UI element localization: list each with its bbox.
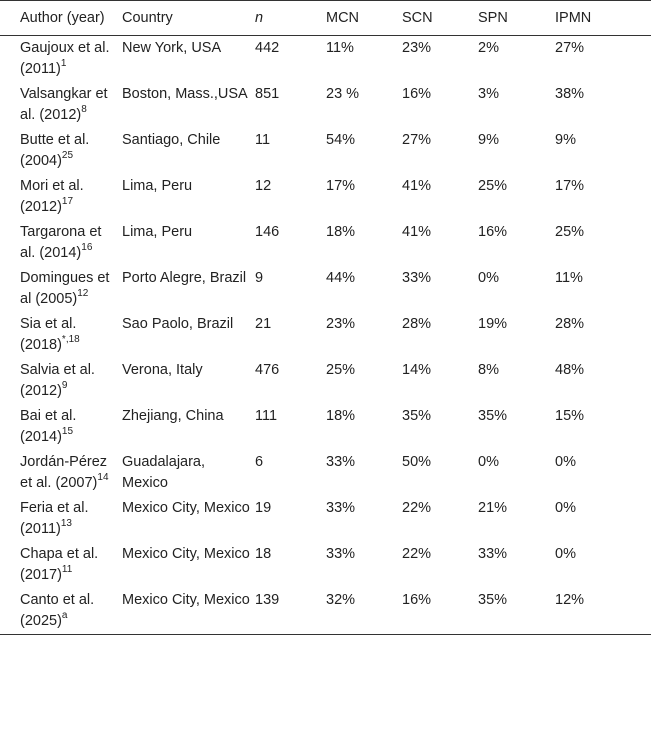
- table-row: [0, 82, 651, 128]
- cell-n: 12: [255, 178, 272, 194]
- reference-superscript: 9: [61, 380, 68, 392]
- cell-author: [0, 496, 122, 542]
- reference-superscript: 17: [61, 196, 74, 208]
- cell-spn: 9%: [478, 132, 499, 148]
- author-text: Sia et al. (2018): [20, 316, 77, 353]
- cell-scn: 16%: [402, 592, 432, 608]
- cell-author: [0, 450, 122, 496]
- cell-mcn: 33%: [326, 454, 356, 470]
- cell-n: 19: [255, 500, 272, 516]
- header-country: Country: [122, 9, 173, 26]
- cell-mcn: 11%: [326, 40, 354, 56]
- cell-mcn: 32%: [326, 592, 356, 608]
- cell-spn: 19%: [478, 316, 508, 332]
- cell-country: New York, USA: [122, 40, 222, 56]
- cell-author: [0, 542, 122, 588]
- author-text: Feria et al. (2011): [20, 500, 89, 537]
- cell-mcn: 17%: [326, 178, 356, 194]
- author-text: Mori et al. (2012): [20, 178, 84, 215]
- cell-author: [0, 588, 122, 635]
- cell-n: 6: [255, 454, 264, 470]
- cell-author: [0, 36, 122, 83]
- header-mcn: MCN: [326, 9, 360, 26]
- cell-n: 442: [255, 40, 280, 56]
- cell-spn: 25%: [478, 178, 508, 194]
- cell-scn: 14%: [402, 362, 432, 378]
- cell-country: Zhejiang, China: [122, 408, 224, 424]
- cell-country: Guadalajara, Mexico: [122, 454, 206, 491]
- cell-spn: 16%: [478, 224, 508, 240]
- author-text: Canto et al. (2025): [20, 592, 95, 629]
- author-text: Butte et al. (2004): [20, 132, 90, 169]
- reference-superscript: 13: [60, 518, 72, 530]
- cell-mcn: 18%: [326, 408, 356, 424]
- cell-spn: 0%: [478, 454, 499, 470]
- reference-superscript: 8: [81, 104, 87, 116]
- cell-scn: 41%: [402, 178, 432, 194]
- cell-scn: 27%: [402, 132, 432, 148]
- author-text: Salvia et al. (2012): [20, 362, 95, 399]
- cell-country: Porto Alegre, Brazil: [122, 270, 247, 286]
- cell-mcn: 33%: [326, 546, 356, 562]
- reference-superscript: a: [61, 610, 68, 622]
- cell-ipmn: 0%: [555, 454, 576, 470]
- cell-ipmn: 28%: [555, 316, 585, 332]
- table-row: [0, 542, 651, 588]
- cell-author: [0, 358, 122, 404]
- cell-mcn: 23%: [326, 316, 356, 332]
- cell-spn: 8%: [478, 362, 499, 378]
- cell-scn: 50%: [402, 454, 432, 470]
- table-row: [0, 312, 651, 358]
- cell-ipmn: 38%: [555, 86, 585, 102]
- cell-country: Verona, Italy: [122, 362, 203, 378]
- cell-ipmn: 12%: [555, 592, 585, 608]
- reference-superscript: 1: [60, 58, 67, 70]
- cell-country: Santiago, Chile: [122, 132, 221, 148]
- cell-n: 476: [255, 362, 280, 378]
- reference-superscript: 14: [97, 472, 109, 484]
- cell-n: 851: [255, 86, 280, 102]
- header-n: n: [255, 9, 264, 26]
- table-body: [0, 36, 651, 635]
- cell-scn: 28%: [402, 316, 432, 332]
- cell-n: 9: [255, 270, 264, 286]
- header-row: [0, 1, 651, 36]
- author-text: Valsangkar et al. (2012): [20, 86, 108, 123]
- cell-spn: 2%: [478, 40, 499, 56]
- reference-superscript: 11: [61, 564, 73, 576]
- table-row: [0, 128, 651, 174]
- cell-scn: 41%: [402, 224, 432, 240]
- author-text: Chapa et al. (2017): [20, 546, 99, 583]
- cell-mcn: 18%: [326, 224, 356, 240]
- author-text: Bai et al. (2014): [20, 408, 77, 445]
- cell-spn: 0%: [478, 270, 499, 286]
- cell-n: 21: [255, 316, 272, 332]
- cell-scn: 35%: [402, 408, 432, 424]
- cell-scn: 22%: [402, 500, 432, 516]
- header-scn: SCN: [402, 9, 433, 26]
- cell-scn: 16%: [402, 86, 432, 102]
- cell-spn: 35%: [478, 408, 508, 424]
- reference-superscript: 16: [81, 242, 93, 254]
- header-spn: SPN: [478, 9, 508, 26]
- cell-n: 111: [255, 408, 278, 424]
- cell-country: Mexico City, Mexico: [122, 592, 250, 608]
- reference-superscript: *,18: [61, 334, 80, 346]
- cell-mcn: 25%: [326, 362, 356, 378]
- cell-spn: 33%: [478, 546, 508, 562]
- author-text: Domingues et al (2005): [20, 270, 110, 307]
- cell-scn: 33%: [402, 270, 432, 286]
- cell-ipmn: 9%: [555, 132, 576, 148]
- reference-superscript: 15: [61, 426, 74, 438]
- header-ipmn: IPMN: [555, 9, 592, 26]
- cell-ipmn: 0%: [555, 500, 576, 516]
- table-row: [0, 358, 651, 404]
- table-row: [0, 450, 651, 496]
- cell-country: Boston, Mass.,USA: [122, 86, 248, 102]
- cell-ipmn: 25%: [555, 224, 585, 240]
- cell-country: Sao Paolo, Brazil: [122, 316, 234, 332]
- table-row: [0, 36, 651, 83]
- table-row: [0, 588, 651, 635]
- cell-n: 146: [255, 224, 280, 240]
- cell-mcn: 23 %: [326, 86, 360, 102]
- cell-n: 139: [255, 592, 280, 608]
- table-row: [0, 266, 651, 312]
- cell-ipmn: 48%: [555, 362, 585, 378]
- reference-superscript: 25: [61, 150, 74, 162]
- author-text: Gaujoux et al. (2011): [20, 40, 110, 77]
- cell-ipmn: 17%: [555, 178, 585, 194]
- cell-ipmn: 0%: [555, 546, 576, 562]
- table-row: [0, 174, 651, 220]
- cell-author: [0, 220, 122, 266]
- cell-author: [0, 404, 122, 450]
- cell-mcn: 54%: [326, 132, 356, 148]
- cell-author: [0, 128, 122, 174]
- cell-spn: 21%: [478, 500, 508, 516]
- cell-mcn: 33%: [326, 500, 356, 516]
- cell-mcn: 44%: [326, 270, 356, 286]
- cell-scn: 23%: [402, 40, 432, 56]
- cell-ipmn: 27%: [555, 40, 585, 56]
- cell-n: 11: [255, 132, 271, 148]
- reference-superscript: 12: [77, 288, 89, 300]
- table-header: [0, 1, 651, 36]
- cell-scn: 22%: [402, 546, 432, 562]
- table-row: [0, 404, 651, 450]
- cell-author: [0, 266, 122, 312]
- cell-n: 18: [255, 546, 272, 562]
- cell-spn: 3%: [478, 86, 499, 102]
- cell-author: [0, 82, 122, 128]
- table-row: [0, 496, 651, 542]
- cell-author: [0, 312, 122, 358]
- cell-ipmn: 15%: [555, 408, 585, 424]
- header-author: Author (year): [20, 9, 105, 26]
- cell-country: Lima, Peru: [122, 224, 193, 240]
- cell-country: Mexico City, Mexico: [122, 500, 250, 516]
- cell-author: [0, 174, 122, 220]
- author-text: Targarona et al. (2014): [20, 224, 102, 261]
- author-text: Jordán-Pérez et al. (2007): [20, 454, 108, 491]
- cell-ipmn: 11%: [555, 270, 583, 286]
- cell-spn: 35%: [478, 592, 508, 608]
- cell-country: Mexico City, Mexico: [122, 546, 250, 562]
- cell-country: Lima, Peru: [122, 178, 193, 194]
- table-row: [0, 220, 651, 266]
